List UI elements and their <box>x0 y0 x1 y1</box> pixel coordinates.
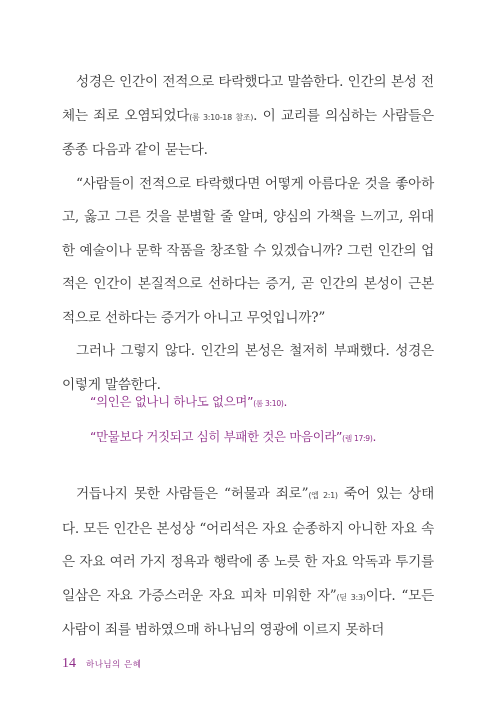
paragraph-4-text-end: 이다. “모든 사람이 죄를 범하였으매 하나님의 영광에 이르지 못하더 <box>62 587 434 638</box>
paragraph-4-text-mid: 죽어 있는 상태다. 모든 인간은 본성상 “어리석은 자요 순종하지 아니한 자요 속은 자요 여러 가지 정욕과 행락에 종 노릇 한 자요 악독과 투기를 일삼은 자요 가증스러운 자요 피차 미워한 자” <box>62 486 434 604</box>
scripture-reference: (렘 17:9) <box>342 434 373 443</box>
paragraph-2 <box>62 168 434 336</box>
paragraph-1-text: 성경은 인간이 전적으로 타락했다고 말씀한다. 인간의 본성 전체는 죄로 오염되었다 <box>62 74 434 124</box>
paragraph-2-text: “사람들이 전적으로 타락했다면 어떻게 아름다운 것을 좋아하고, 옳고 그른 것을 분별할 줄 알며, 양심의 가책을 느끼고, 위대한 예술이나 문학 작품을 창조할 수 있겠습니까? 그런 인간의 업적은 인간이 본질적으로 선하다는 증거, 곧 인간의 본성이 근본적으로 선하다는 증거가 아니고 무엇입니까?” <box>62 175 434 326</box>
quote-end: . <box>283 394 288 409</box>
quote-text: “의인은 없나니 하나도 없으며” <box>90 394 254 409</box>
quote-text: “만물보다 거짓되고 심히 부패한 것은 마음이라” <box>90 429 343 444</box>
scripture-quote-1 <box>90 385 450 420</box>
scripture-reference: (딛 3:3) <box>336 592 366 602</box>
paragraph-1-text-end: . 이 교리를 의심하는 사람들은 종종 다음과 같이 묻는다. <box>62 107 434 158</box>
paragraph-4-text: 거듭나지 못한 사람들은 “허물과 죄로” <box>76 486 309 502</box>
scripture-reference: (엡 2:1) <box>308 491 338 500</box>
paragraph-1 <box>62 66 434 168</box>
page-number: 14 <box>62 656 76 671</box>
running-book-title: 하나님의 은혜 <box>86 660 142 670</box>
scripture-quote-2 <box>90 420 450 455</box>
scripture-reference: (롬 3:10) <box>253 399 284 408</box>
scripture-reference: (롬 3:10-18 참조) <box>189 112 254 122</box>
text-block-bottom <box>62 478 434 648</box>
text-block-top <box>62 66 434 402</box>
paragraph-3-text: 그러나 그렇지 않다. 인간의 본성은 철저히 부패했다. 성경은 이렇게 말씀한다. <box>62 343 434 393</box>
paragraph-4 <box>62 478 434 648</box>
scripture-quotes <box>90 385 450 455</box>
page-footer <box>62 656 141 672</box>
quote-end: . <box>372 429 377 444</box>
